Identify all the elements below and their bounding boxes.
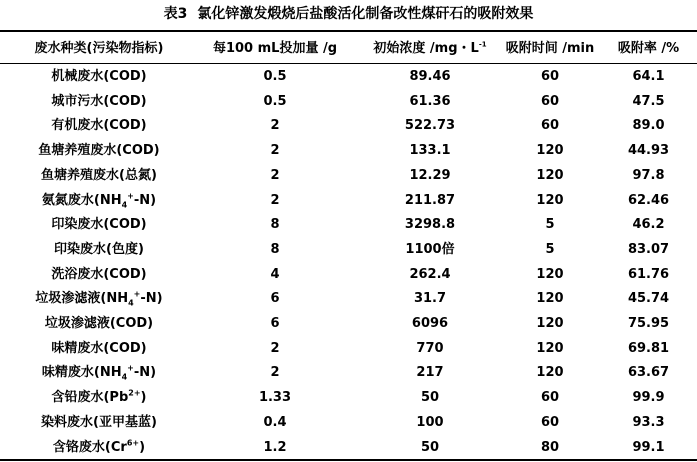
table-header-row bbox=[0, 36, 697, 61]
cell-dosage: 2 bbox=[270, 365, 280, 381]
cell-initial-concentration: 522.73 bbox=[404, 118, 456, 134]
cell-adsorption-time: 120 bbox=[536, 365, 564, 381]
table-row bbox=[0, 410, 697, 435]
header-wastewater: 废水种类(污染物指标) bbox=[34, 41, 164, 56]
cell-wastewater-type: 含铬废水$(Cr^{6+})$ bbox=[52, 438, 146, 455]
header-initial-concentration: 初始浓度 /mg・$L^{-1}$ bbox=[373, 40, 487, 56]
cell-adsorption-rate: 69.81 bbox=[627, 340, 670, 356]
cell-wastewater-type: 印染废水(COD) bbox=[51, 217, 147, 233]
table-caption bbox=[0, 3, 697, 23]
cell-adsorption-time: 60 bbox=[540, 69, 560, 84]
cell-adsorption-rate: 83.07 bbox=[627, 241, 670, 257]
table-row bbox=[0, 89, 697, 114]
cell-dosage: 1.33 bbox=[258, 390, 292, 406]
cell-wastewater-type: 机械废水(COD) bbox=[51, 69, 147, 84]
table-number: 表3 bbox=[163, 6, 188, 22]
table-row bbox=[0, 435, 697, 460]
header-adsorption-rate: 吸附率 /% bbox=[617, 41, 680, 56]
cell-adsorption-time: 120 bbox=[536, 340, 564, 356]
cell-wastewater-type: 味精废水$(NH_4^+-N)$ bbox=[41, 364, 157, 382]
cell-dosage: 2 bbox=[270, 118, 280, 134]
cell-wastewater-type: 城市污水(COD) bbox=[51, 93, 147, 109]
cell-wastewater-type: 鱼塘养殖废水(总氮) bbox=[41, 167, 157, 183]
cell-adsorption-time: 120 bbox=[536, 316, 564, 331]
cell-dosage: 2 bbox=[270, 143, 280, 159]
cell-initial-concentration: 50 bbox=[420, 439, 440, 455]
table-row bbox=[0, 311, 697, 336]
cell-dosage: 4 bbox=[270, 266, 280, 282]
cell-initial-concentration: 217 bbox=[416, 365, 444, 381]
cell-adsorption-time: 60 bbox=[540, 414, 560, 430]
cell-dosage: 0.5 bbox=[263, 69, 287, 84]
cell-adsorption-time: 60 bbox=[540, 93, 560, 109]
cell-dosage: 0.4 bbox=[263, 414, 287, 430]
unit-exponent: -1 bbox=[478, 40, 487, 49]
cell-initial-concentration: 211.87 bbox=[404, 192, 456, 208]
cell-adsorption-time: 120 bbox=[536, 291, 564, 307]
cell-adsorption-rate: 97.8 bbox=[632, 167, 665, 183]
cell-dosage: 1.2 bbox=[263, 439, 287, 455]
table-row bbox=[0, 360, 697, 385]
table-row bbox=[0, 385, 697, 410]
cell-wastewater-type: 氨氮废水$(NH_4^+-N)$ bbox=[41, 191, 157, 210]
table-row bbox=[0, 286, 697, 311]
cell-dosage: 6 bbox=[270, 316, 280, 331]
cell-wastewater-type: 洗浴废水(COD) bbox=[51, 266, 147, 282]
cell-adsorption-time: 5 bbox=[545, 217, 555, 233]
cell-initial-concentration: 50 bbox=[420, 390, 440, 406]
cell-adsorption-rate: 61.76 bbox=[627, 266, 670, 282]
table-row bbox=[0, 138, 697, 163]
table-row bbox=[0, 188, 697, 213]
cell-adsorption-rate: 46.2 bbox=[632, 217, 665, 233]
table-row bbox=[0, 336, 697, 361]
cell-dosage: 8 bbox=[270, 241, 280, 257]
cell-adsorption-time: 80 bbox=[540, 439, 560, 455]
cell-wastewater-type: 染料废水(亚甲基蓝) bbox=[41, 414, 157, 430]
table-row bbox=[0, 163, 697, 188]
cell-dosage: 8 bbox=[270, 217, 280, 233]
table-row bbox=[0, 212, 697, 237]
cell-wastewater-type: 垃圾渗滤液$(NH_4^+-N)$ bbox=[35, 289, 163, 308]
cell-adsorption-time: 120 bbox=[536, 266, 564, 282]
cell-dosage: 2 bbox=[270, 340, 280, 356]
cell-adsorption-rate: 45.74 bbox=[627, 291, 670, 307]
cell-wastewater-type: 有机废水(COD) bbox=[51, 118, 147, 134]
cell-adsorption-rate: 99.9 bbox=[632, 390, 665, 406]
cell-adsorption-rate: 47.5 bbox=[632, 93, 665, 109]
cell-wastewater-type: 味精废水(COD) bbox=[51, 340, 147, 356]
cell-initial-concentration: 262.4 bbox=[409, 266, 451, 282]
cell-dosage: 2 bbox=[270, 167, 280, 183]
cell-adsorption-time: 60 bbox=[540, 118, 560, 134]
table-row bbox=[0, 237, 697, 262]
cell-wastewater-type: 垃圾渗滤液(COD) bbox=[44, 316, 154, 331]
bottom-rule bbox=[0, 459, 697, 461]
cell-dosage: 0.5 bbox=[263, 93, 287, 109]
table-row bbox=[0, 64, 697, 89]
cell-adsorption-time: 120 bbox=[536, 143, 564, 159]
cell-adsorption-rate: 63.67 bbox=[627, 365, 670, 381]
cell-initial-concentration: 3298.8 bbox=[404, 217, 456, 233]
cell-adsorption-time: 120 bbox=[536, 192, 564, 208]
cell-adsorption-time: 5 bbox=[545, 241, 555, 257]
header-dosage: 每100 mL投加量 /g bbox=[212, 41, 338, 56]
cell-adsorption-time: 60 bbox=[540, 390, 560, 406]
cell-adsorption-rate: 44.93 bbox=[627, 143, 670, 159]
cell-adsorption-time: 120 bbox=[536, 167, 564, 183]
cell-wastewater-type: 含铅废水$(Pb^{2+})$ bbox=[51, 388, 147, 406]
cell-adsorption-rate: 89.0 bbox=[632, 118, 665, 134]
cell-initial-concentration: 1100倍 bbox=[405, 241, 455, 257]
cell-initial-concentration: 100 bbox=[416, 414, 444, 430]
cell-initial-concentration: 12.29 bbox=[409, 167, 451, 183]
cell-adsorption-rate: 99.1 bbox=[632, 439, 665, 455]
cell-initial-concentration: 31.7 bbox=[413, 291, 447, 307]
header-adsorption-time: 吸附时间 /min bbox=[505, 41, 595, 56]
top-rule bbox=[0, 30, 697, 32]
cell-initial-concentration: 89.46 bbox=[409, 69, 451, 84]
table-row bbox=[0, 262, 697, 287]
table-row bbox=[0, 113, 697, 138]
table-title: 氯化锌激发煅烧后盐酸活化制备改性煤矸石的吸附效果 bbox=[197, 6, 534, 22]
cell-initial-concentration: 133.1 bbox=[409, 143, 451, 159]
cell-initial-concentration: 61.36 bbox=[409, 93, 451, 109]
cell-adsorption-rate: 64.1 bbox=[632, 69, 665, 84]
cell-wastewater-type: 鱼塘养殖废水(COD) bbox=[38, 143, 160, 159]
cell-dosage: 2 bbox=[270, 192, 280, 208]
cell-adsorption-rate: 75.95 bbox=[627, 316, 670, 331]
cell-adsorption-rate: 93.3 bbox=[632, 414, 665, 430]
cell-dosage: 6 bbox=[270, 291, 280, 307]
cell-wastewater-type: 印染废水(色度) bbox=[54, 241, 144, 257]
cell-initial-concentration: 6096 bbox=[411, 316, 449, 331]
cell-adsorption-rate: 62.46 bbox=[627, 192, 670, 208]
cell-initial-concentration: 770 bbox=[416, 340, 444, 356]
